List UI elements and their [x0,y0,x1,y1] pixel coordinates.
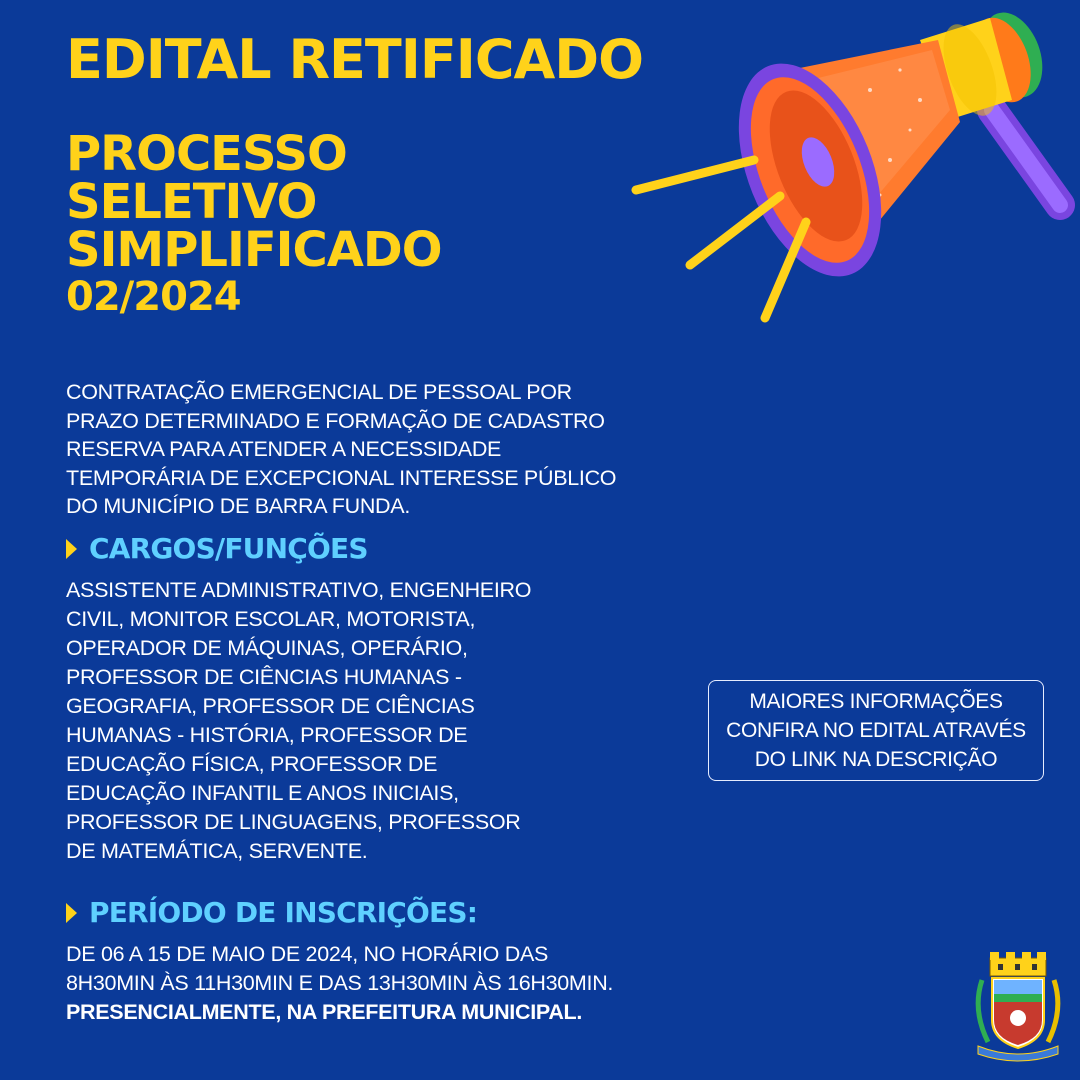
cargos-list [66,576,586,866]
intro-line: CONTRATAÇÃO EMERGENCIAL DE PESSOAL POR [66,380,572,404]
cargos-heading-label: CARGOS/FUNÇÕES [89,532,368,565]
megaphone-icon [620,0,1080,340]
headline-line-2: SELETIVO [66,174,317,230]
info-line-2: CONFIRA NO EDITAL ATRAVÉS [726,719,1026,742]
chevron-right-icon [66,539,77,559]
cargos-line: PROFESSOR DE LINGUAGENS, PROFESSOR [66,810,521,834]
municipal-crest-icon [968,950,1068,1065]
periodo-heading-label: PERÍODO DE INSCRIÇÕES: [89,896,478,929]
cargos-line: EDUCAÇÃO INFANTIL E ANOS INICIAIS, [66,781,459,805]
intro-line: RESERVA PARA ATENDER A NECESSIDADE [66,437,502,461]
periodo-dates: DE 06 A 15 DE MAIO DE 2024, NO HORÁRIO DAS [66,942,549,966]
headline [66,126,442,320]
cargos-heading [66,532,368,565]
headline-line-3: SIMPLIFICADO [66,222,442,278]
cargos-line: HUMANAS - HISTÓRIA, PROFESSOR DE [66,723,468,747]
periodo-details [66,940,746,1027]
cargos-line: DE MATEMÁTICA, SERVENTE. [66,839,368,863]
periodo-heading [66,896,477,929]
chevron-right-icon [66,903,77,923]
headline-line-1: PROCESSO [66,126,347,182]
cargos-line: PROFESSOR DE CIÊNCIAS HUMANAS - [66,665,462,689]
intro-line: TEMPORÁRIA DE EXCEPCIONAL INTERESSE PÚBLICO [66,465,617,490]
intro-paragraph [66,378,666,521]
cargos-line: CIVIL, MONITOR ESCOLAR, MOTORISTA, [66,607,476,631]
headline-number: 02/2024 [66,274,241,320]
page-title: EDITAL RETIFICADO [66,28,643,91]
periodo-location: PRESENCIALMENTE, NA PREFEITURA MUNICIPAL. [66,1000,583,1024]
info-line-1: MAIORES INFORMAÇÕES [749,690,1003,713]
cargos-line: EDUCAÇÃO FÍSICA, PROFESSOR DE [66,752,438,776]
more-info-box [708,680,1044,781]
cargos-line: GEOGRAFIA, PROFESSOR DE CIÊNCIAS [66,694,475,718]
cargos-line: OPERADOR DE MÁQUINAS, OPERÁRIO, [66,636,468,660]
cargos-line: ASSISTENTE ADMINISTRATIVO, ENGENHEIRO [66,578,532,602]
periodo-hours: 8H30MIN ÀS 11H30MIN E DAS 13H30MIN ÀS 16H30MIN. [66,971,614,995]
intro-line: PRAZO DETERMINADO E FORMAÇÃO DE CADASTRO [66,408,605,433]
intro-line: DO MUNICÍPIO DE BARRA FUNDA. [66,494,410,518]
info-line-3: DO LINK NA DESCRIÇÃO [754,748,998,771]
